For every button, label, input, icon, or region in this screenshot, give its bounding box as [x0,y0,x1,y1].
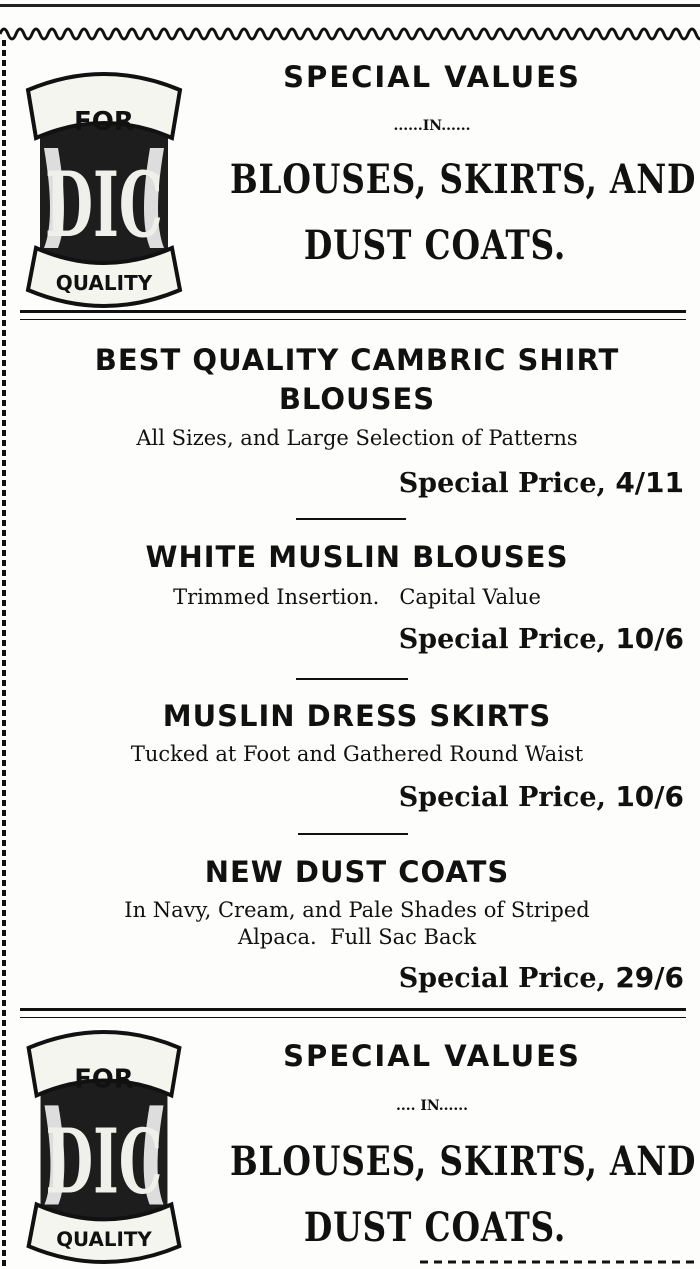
item-title-dust-coats: NEW DUST COATS [204,855,510,889]
separator-2 [296,678,408,680]
item-title-cambric-blouses-line1: BEST QUALITY CAMBRIC SHIRT [94,343,620,377]
blouses-skirts-heading-bottom: BLOUSES, SKIRTS, AND [230,1138,697,1185]
logo-for-text: FOR [74,107,134,137]
special-values-heading-bottom: SPECIAL VALUES [283,1039,581,1073]
item-desc-muslin-blouses: Trimmed Insertion. Capital Value [173,585,541,609]
price-label: Special Price, [398,624,606,655]
dust-coats-heading: DUST COATS. [303,222,567,269]
price-amount: 4/11 [615,466,684,499]
price-label: Special Price, [398,963,606,994]
bottom-dashed-border [420,1258,700,1266]
wavy-top-border [0,20,700,48]
price-amount: 10/6 [615,622,684,655]
footer-rule-thick [20,1008,686,1011]
item-desc-dust-coats-line1: In Navy, Cream, and Pale Shades of Striped [124,898,590,922]
header-rule-thin [20,319,686,320]
price-label: Special Price, [398,468,606,499]
special-values-heading: SPECIAL VALUES [283,60,581,94]
item-title-muslin-blouses: WHITE MUSLIN BLOUSES [145,540,569,574]
separator-1 [296,518,406,520]
item-price-cambric-blouses [399,466,684,499]
item-price-muslin-blouses [399,622,684,655]
logo-monogram: DIC [45,152,163,258]
dic-quality-logo-bottom [22,1026,186,1264]
item-price-muslin-skirts [399,780,684,813]
logo-for-text: FOR [74,1064,134,1095]
price-amount: 10/6 [615,780,684,813]
in-text-bottom: .... IN...... [395,1098,469,1114]
item-desc-dust-coats-line2: Alpaca. Full Sac Back [237,925,477,949]
price-amount: 29/6 [615,961,684,994]
item-price-dust-coats [399,961,684,994]
logo-quality-text: QUALITY [55,271,153,295]
logo-quality-text: QUALITY [56,1228,152,1252]
item-title-cambric-blouses-line2: BLOUSES [278,382,436,416]
price-label: Special Price, [398,782,606,813]
item-title-muslin-skirts: MUSLIN DRESS SKIRTS [162,699,552,733]
footer-rule-thin [20,1017,686,1018]
logo-monogram: DIC [45,1109,163,1215]
blouses-skirts-heading: BLOUSES, SKIRTS, AND [230,156,697,203]
header-rule-thick [20,310,686,313]
item-desc-muslin-skirts: Tucked at Foot and Gathered Round Waist [130,742,584,766]
dic-quality-logo-top [22,68,186,308]
in-text: ......IN...... [393,118,471,134]
top-rule [0,4,700,7]
dust-coats-heading-bottom: DUST COATS. [303,1204,567,1251]
separator-3 [298,833,408,835]
item-desc-cambric-blouses: All Sizes, and Large Selection of Patterns [136,426,578,450]
left-dotted-border [0,40,12,1269]
